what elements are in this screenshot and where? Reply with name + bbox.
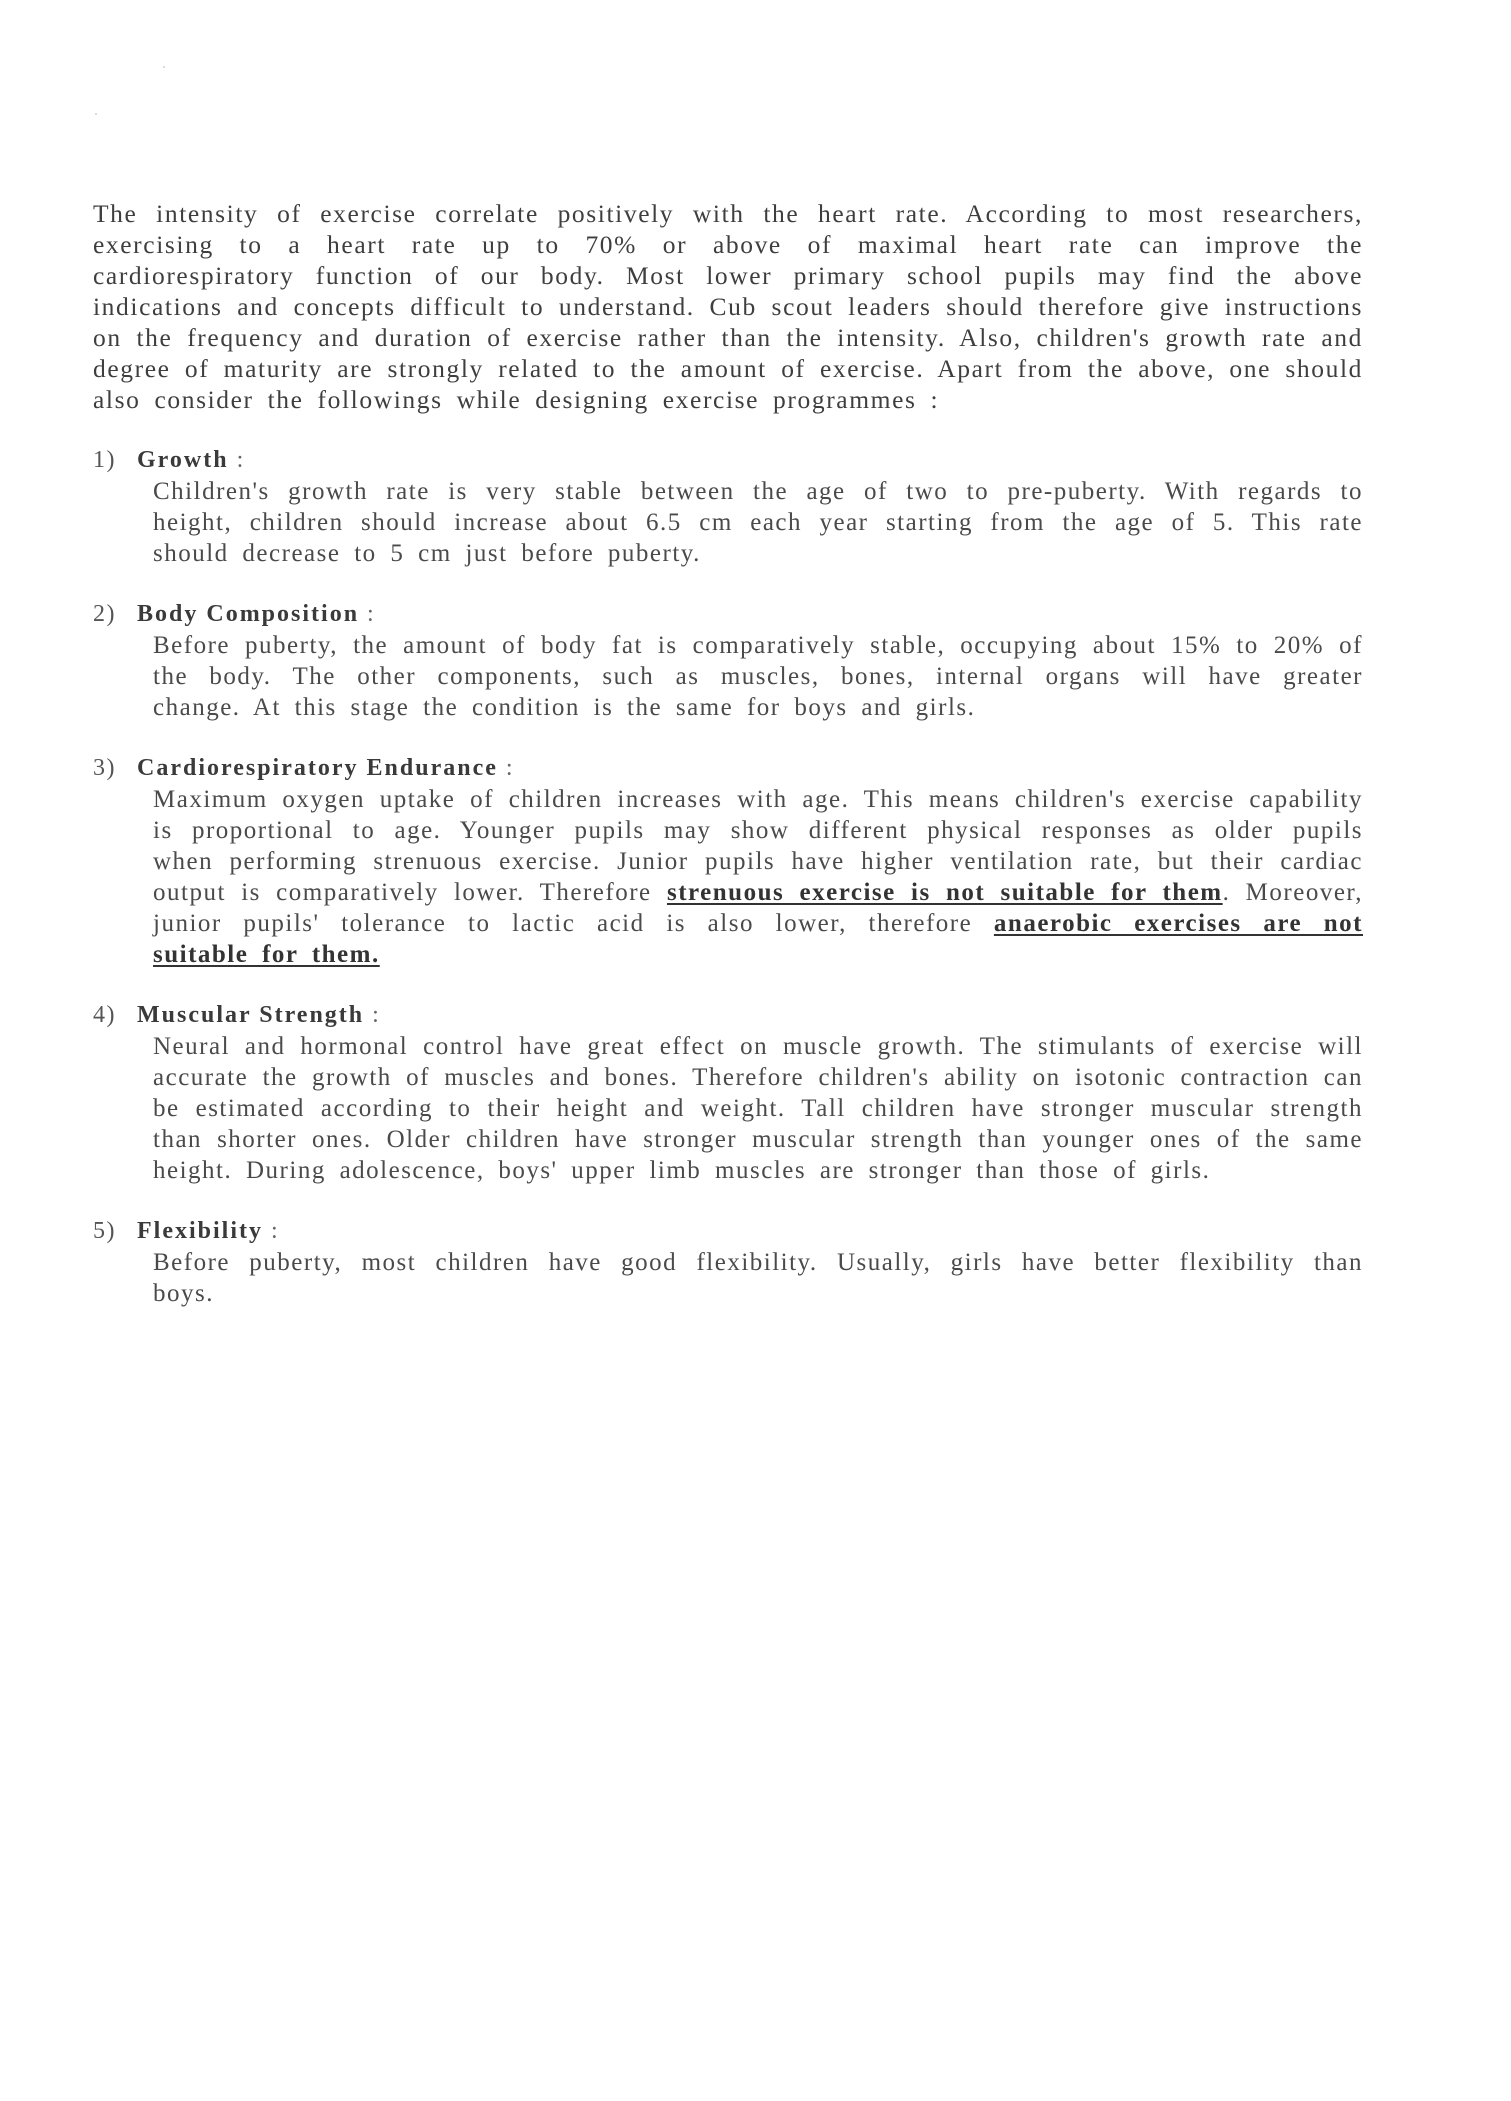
- section-title: Body Composition: [137, 601, 360, 627]
- section-heading: [93, 445, 1363, 476]
- scan-speck: [95, 113, 97, 115]
- section-colon: :: [236, 447, 245, 473]
- section-colon: :: [372, 1002, 381, 1028]
- section-number: 1): [93, 447, 116, 473]
- section-body-composition: [93, 599, 1363, 723]
- section-title: Cardiorespiratory Endurance: [137, 755, 498, 781]
- section-colon: :: [271, 1218, 280, 1244]
- section-title: Muscular Strength: [137, 1002, 365, 1028]
- section-heading: [93, 599, 1363, 630]
- section-body: [153, 784, 1363, 970]
- section-title: Growth: [137, 447, 229, 473]
- body-text-part: Maximum oxygen uptake of children increases with age. This means children's exercise capability is proportional to age. Younger pupils may show different physical responses as older pupils when performing strenuous exercise. Junior pupils have higher ventilation rate, but their cardiac output is comparatively lower. Therefore: [153, 786, 1363, 906]
- section-heading: [93, 753, 1363, 784]
- section-flexibility: [93, 1216, 1363, 1309]
- underlined-phrase: strenuous exercise is not suitable for them: [666, 879, 1223, 906]
- section-colon: :: [505, 755, 515, 781]
- section-number: 2): [93, 601, 116, 627]
- section-body: Children's growth rate is very stable between the age of two to pre-puberty. With regards to height, children should increase about 6.5 cm each year starting from the age of 5. This rate should decrease to 5 cm just before puberty.: [153, 478, 1363, 567]
- intro-paragraph: The intensity of exercise correlate positively with the heart rate. According to most researchers, exercising to a heart rate up to 70% or above of maximal heart rate can improve the cardiorespiratory function of our body. Most lower primary school pupils may find the above indications and concepts difficult to understand. Cub scout leaders should therefore give instructions on the frequency and duration of exercise rather than the intensity. Also, children's growth rate and degree of maturity are strongly related to the amount of exercise. Apart from the above, one should also consider the followings while designing exercise programmes :: [93, 199, 1363, 414]
- section-body: Neural and hormonal control have great effect on muscle growth. The stimulants of exercise will accurate the growth of muscles and bones. Therefore children's ability on isotonic contraction can be estimated according to their height and weight. Tall children have stronger muscular strength than shorter ones. Older children have stronger muscular strength than younger ones of the same height. During adolescence, boys' upper limb muscles are stronger than those of girls.: [153, 1033, 1363, 1184]
- underlined-phrase: anaerobic exercises are not suitable for them.: [153, 910, 1363, 968]
- section-number: 5): [93, 1218, 116, 1244]
- body-text-part: . Moreover, junior pupils' tolerance to lactic acid is also lower, therefore: [153, 879, 1364, 937]
- section-heading: [93, 1000, 1363, 1031]
- section-title: Flexibility: [137, 1218, 263, 1244]
- scan-speck: [163, 66, 165, 68]
- section-heading: [93, 1216, 1363, 1247]
- section-cardiorespiratory-endurance: [93, 753, 1363, 970]
- section-body: Before puberty, the amount of body fat is comparatively stable, occupying about 15% to 20% of the body. The other components, such as muscles, bones, internal organs will have greater change. At this stage the condition is the same for boys and girls.: [153, 632, 1363, 721]
- section-body: Before puberty, most children have good flexibility. Usually, girls have better flexibility than boys.: [153, 1249, 1363, 1307]
- section-growth: [93, 445, 1363, 569]
- document-page: [93, 198, 1363, 1339]
- section-colon: :: [367, 601, 376, 627]
- section-muscular-strength: [93, 1000, 1363, 1186]
- section-number: 3): [93, 755, 116, 781]
- section-number: 4): [93, 1002, 116, 1028]
